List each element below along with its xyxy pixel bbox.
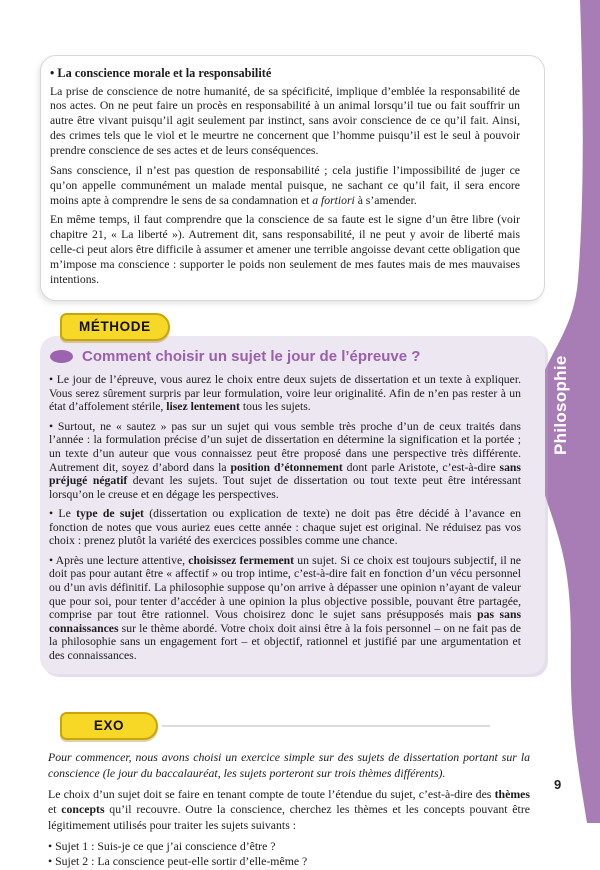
paragraph: Sans conscience, il n’est pas question de responsabilité ; cela justifie l’impossibilité de juger ce qu’on appelle communément un malade mental puisque, ne sachant ce qu’il fait, il sera encore moins apte à comprendre le sens de sa condamnation et a fortiori à s’amender. [50,163,520,207]
exo-section [48,750,530,869]
page-number: 9 [554,777,562,792]
paragraph: • Le jour de l’épreuve, vous aurez le choix entre deux sujets de dissertation et un texte à expliquer. Vous serez sûrement surpris par leur formulation, voire leur originalité. Afin de n’en pas rester à un état d’affolement stérile, lisez lentement tous les sujets. [49,373,521,414]
paragraph: • Après une lecture attentive, choisissez fermement un sujet. Si ce choix est toujours subjectif, il ne doit pas pour autant être « affectif » ou trop intime, c’est-à-dire fait en fonction d’un vécu personnel ou d’un avis définitif. La philosophie suppose qu’on arrive à dépasser une opinion n’ayant de valeur que pour soi, pour tenter d’accéder à une opinion la plus objective possible, pouvant être partagée, comprise par tout être rationnel. Vous choisirez donc le sujet sans présupposés mais pas sans connaissances sur le thème abordé. Votre choix doit ainsi être à la fois personnel – on ne fait pas de la philosophie sans un engagement fort – et objectif, rationnel et justifié par une argumentation et des connaissances. [49,553,521,662]
exo-intro-paragraph: Pour commencer, nous avons choisi un exercice simple sur des sujets de dissertation portant sur la conscience (le jour du baccalauréat, les sujets porteront sur trois thèmes différents). [48,750,530,780]
exo-badge: EXO [60,712,158,740]
paragraph: Le choix d’un sujet doit se faire en tenant compte de toute l’étendue du sujet, c’est-à-dire des thèmes et concepts qu’il recouvre. Outre la conscience, cherchez les thèmes et les concepts pouvant être légitimement utilisés pour traiter les sujets suivants : [48,787,530,832]
exo-divider-line [162,725,490,727]
intro-heading: • La conscience morale et la responsabilité [50,66,272,80]
methode-badge: MÉTHODE [60,313,170,341]
subject-line: • Sujet 1 : Suis-je ce que j’ai conscience d’être ? [48,839,276,854]
method-heading: Comment choisir un sujet le jour de l’épreuve ? [82,347,421,365]
methode-box [40,336,545,675]
paragraph: • Surtout, ne « sautez » pas sur un sujet qui vous semble très proche d’un de ceux traités dans l’année : la formulation précise d’un sujet de dissertation en détermine la signification et la portée ; un texte d’un auteur que vous connaissez peut être proposé dans une perspective très différente. Autrement dit, soyez d’abord dans la position d’étonnement dont parle Aristote, c’est-à-dire sans préjugé négatif devant les sujets. Tout sujet de dissertation ou tout texte peut être intéressant lorsqu’on le creuse et en dégage les perspectives. [49,419,521,501]
intro-box [40,55,545,301]
methode-badge-row [60,313,545,341]
method-heading-row [50,348,521,365]
ellipse-bullet-icon [50,350,73,363]
subject-line: • Sujet 2 : La conscience peut-elle sortir d’elle-même ? [48,854,308,869]
philosophy-tab-label: Philosophie [551,355,570,455]
paragraph: La prise de conscience de notre humanité, de sa spécificité, implique d’emblée la responsabilité de nos actes. On ne peut faire un procès en responsabilité à un animal lorsqu’il tue ou fait souffrir un autre être vivant puisqu’il agit seulement par instinct, sans avoir conscience de ce qu’il fait. Ainsi, des crimes tels que le viol et le meurtre ne concernent que l’homme puisqu’il est le seul à pouvoir prendre conscience de ses actes et de leurs conséquences. [50,84,520,158]
page-content [40,55,545,870]
paragraph: En même temps, il faut comprendre que la conscience de sa faute est le signe d’un être libre (voir chapitre 21, « La liberté »). Autrement dit, sans responsabilité, il ne peut y avoir de liberté mais celle-ci peut alors être difficile à assumer et amener une terrible angoisse devant cette obligation que m’impose ma conscience : supporter le poids non seulement de mes fautes mais de mes mauvaises intentions. [50,213,521,286]
exo-badge-row [60,712,545,740]
paragraph: • Le type de sujet (dissertation ou explication de texte) ne doit pas être décidé à l’avance en fonction de notes que vous auriez eues cette année : chaque sujet est original. Ne réduisez pas vos choix : prenez plutôt la variété des exercices possibles comme une chance. [49,507,522,548]
